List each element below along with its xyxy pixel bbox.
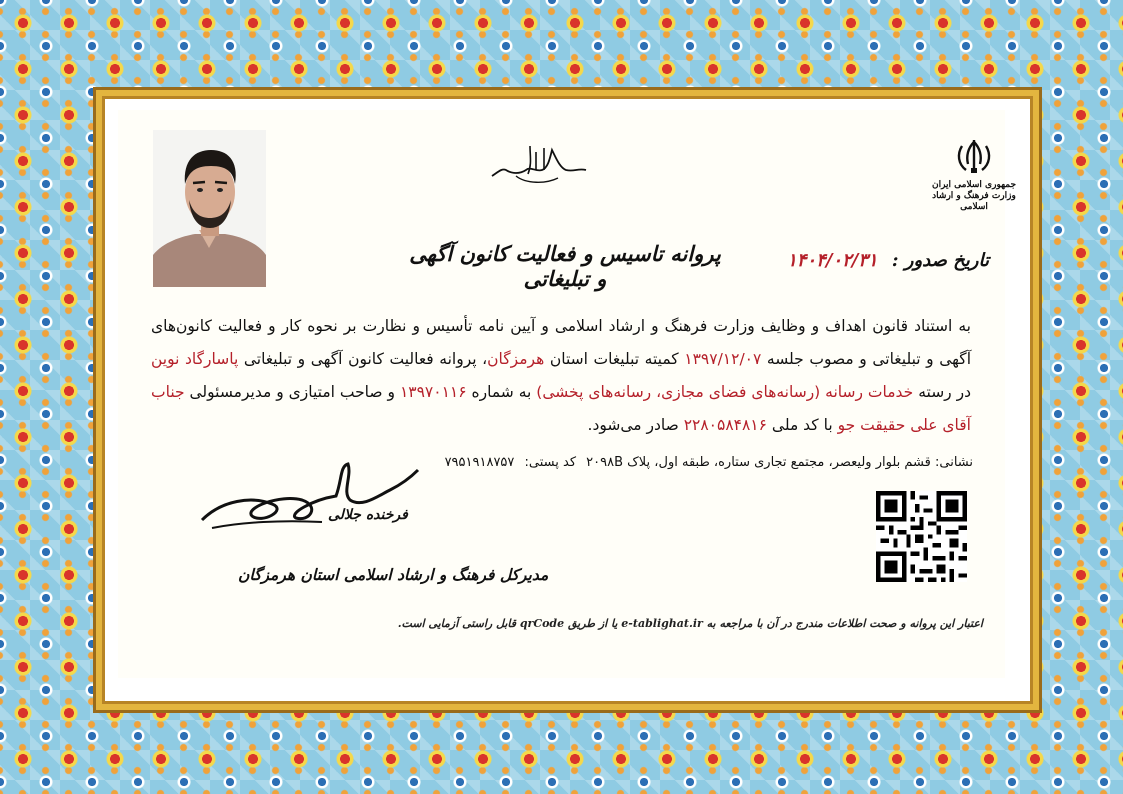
issue-date-label: تاریخ صدور : bbox=[891, 250, 989, 271]
basmala-calligraphy bbox=[486, 140, 596, 190]
ministry-emblem bbox=[919, 138, 1029, 213]
body-text-2: کمیته تبلیغات استان bbox=[544, 350, 685, 368]
body-text-3: ، پروانه فعالیت کانون آگهی و تبلیغاتی bbox=[238, 350, 488, 368]
address-value: قشم بلوار ولیعصر، مجتمع تجاری ستاره، طبقه اول، پلاک ۲۰۹۸B bbox=[586, 455, 931, 470]
signer-title: مدیرکل فرهنگ و ارشاد اسلامی استان هرمزگان bbox=[238, 565, 549, 584]
qr-code[interactable] bbox=[876, 491, 967, 582]
national-id: ۲۲۸۰۵۸۴۸۱۶ bbox=[683, 416, 767, 434]
address-line bbox=[445, 455, 973, 470]
signer-name: فرخنده جلالی bbox=[328, 507, 408, 523]
body-text-5: به شماره bbox=[466, 383, 537, 401]
holder-name: جناب آقای علی حقیقت جو bbox=[151, 383, 971, 434]
issue-date-value: ۱۴۰۴/۰۲/۳۱ bbox=[787, 250, 878, 271]
province-name: هرمزگان bbox=[487, 350, 545, 368]
address-label: نشانی: bbox=[934, 455, 973, 470]
body-text-4: در رسته bbox=[913, 383, 971, 401]
certificate-title: پروانه تاسیس و فعالیت کانون آگهی و تبلیغاتی bbox=[409, 241, 721, 291]
holder-photo bbox=[153, 130, 266, 287]
verification-note: اعتبار این پروانه و صحت اطلاعات مندرج در آن با مراجعه به e-tablighat.ir یا از طریق qrCode قابل راستی آزمایی است. bbox=[397, 617, 983, 630]
session-date: ۱۳۹۷/۱۲/۰۷ bbox=[684, 350, 762, 368]
body-text-1: به استناد قانون اهداف و وظایف وزارت فرهنگ و ارشاد اسلامی و آیین نامه تأسیس و نظارت بر نحوه کار و فعالیت کانون‌های آگهی و تبلیغاتی و مصوب جلسه bbox=[151, 317, 971, 368]
emblem-line-2: وزارت فرهنگ و ارشاد اسلامی bbox=[932, 191, 1016, 212]
postal-code-label: کد پستی: bbox=[524, 455, 577, 470]
iran-emblem-icon bbox=[954, 138, 994, 176]
body-text-6: و صاحب امتیازی و مدیرمسئولی bbox=[184, 383, 400, 401]
license-number: ۱۳۹۷۰۱۱۶ bbox=[399, 383, 467, 401]
issue-date bbox=[787, 250, 989, 271]
body-text-7: با کد ملی bbox=[766, 416, 838, 434]
emblem-line-1: جمهوری اسلامی ایران bbox=[931, 180, 1017, 190]
signature bbox=[192, 460, 422, 540]
postal-code: ۷۹۵۱۹۱۸۷۵۷ bbox=[444, 455, 515, 470]
certificate-body bbox=[151, 310, 971, 442]
agency-name: پاسارگاد نوین bbox=[151, 350, 239, 368]
activity-category: خدمات رسانه (رسانه‌های فضای مجازی، رسانه‌های پخشی) bbox=[536, 383, 914, 401]
body-text-8: صادر می‌شود. bbox=[587, 416, 684, 434]
